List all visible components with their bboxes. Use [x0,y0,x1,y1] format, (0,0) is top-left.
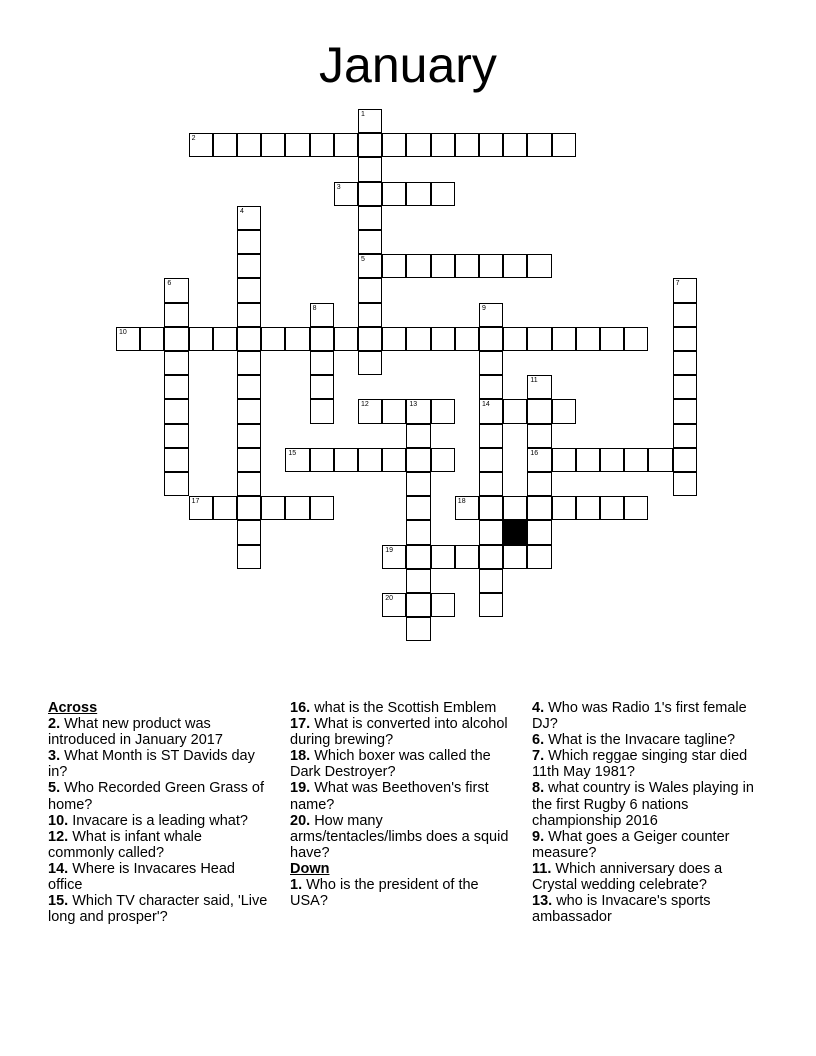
clue-down-9: 9. What goes a Geiger counter measure? [532,828,730,861]
grid-cell[interactable] [358,133,382,157]
grid-cell[interactable] [455,254,479,278]
clue-down-4: 4. Who was Radio 1's first female DJ? [532,700,747,733]
grid-cell[interactable] [673,472,697,496]
grid-cell[interactable] [189,133,213,157]
grid-cell[interactable] [261,327,285,351]
clue-down-8: 8. what country is Wales playing in the first Rugby 6 nations championship 2016 [532,780,754,829]
clue-across-20: 20. How many arms/tentacles/limbs does a squid have? [290,812,509,861]
grid-cell[interactable] [673,327,697,351]
grid-cell[interactable] [189,496,213,520]
grid-cell[interactable] [358,230,382,254]
clues-column-1 [48,700,270,925]
grid-cell[interactable] [673,278,697,302]
grid-cell[interactable] [431,399,455,423]
clue-across-12: 12. What is infant whale commonly called? [48,828,202,861]
grid-cell[interactable] [455,545,479,569]
grid-cell[interactable] [406,569,430,593]
grid-cell[interactable] [600,327,624,351]
grid-cell[interactable] [358,182,382,206]
clue-number: 14 [482,401,490,409]
clue-across-17: 17. What is converted into alcohol during brewing? [290,716,508,749]
grid-cell[interactable] [334,133,358,157]
clue-across-16: 16. what is the Scottish Emblem [290,700,497,716]
grid-cell[interactable] [479,496,503,520]
grid-cell[interactable] [237,545,261,569]
grid-cell[interactable] [237,230,261,254]
grid-cell[interactable] [673,351,697,375]
grid-cell[interactable] [285,496,309,520]
grid-cell[interactable] [382,448,406,472]
grid-cell[interactable] [261,133,285,157]
grid-cell[interactable] [503,496,527,520]
grid-cell[interactable] [189,327,213,351]
grid-cell[interactable] [431,593,455,617]
clue-across-19: 19. What was Beethoven's first name? [290,780,489,813]
clue-number: 8 [312,304,317,312]
grid-cell[interactable] [503,254,527,278]
grid-cell[interactable] [624,448,648,472]
grid-cell[interactable] [431,182,455,206]
grid-cell[interactable] [527,399,551,423]
clue-across-5: 5. Who Recorded Green Grass of home? [48,780,264,813]
clue-down-11: 11. Which anniversary does a Crystal wedding celebrate? [532,860,723,894]
grid-cell[interactable] [237,424,261,448]
grid-cell[interactable] [237,375,261,399]
grid-cell[interactable] [358,399,382,423]
grid-cell[interactable] [479,472,503,496]
grid-cell[interactable] [164,278,188,302]
grid-cell[interactable] [406,254,430,278]
clue-number: 16 [530,449,539,457]
grid-cell[interactable] [382,593,406,617]
grid-cell[interactable] [334,182,358,206]
grid-cell[interactable] [406,496,430,520]
grid-cell[interactable] [624,496,648,520]
grid-cell[interactable] [576,327,600,351]
grid-cell[interactable] [358,303,382,327]
grid-cell[interactable] [503,545,527,569]
grid-cell[interactable] [358,254,382,278]
grid-cell[interactable] [358,109,382,133]
grid-cell[interactable] [431,133,455,157]
grid-cell[interactable] [552,133,576,157]
clue-number: 6 [167,280,172,288]
grid-cell[interactable] [479,520,503,544]
grid-cell[interactable] [406,399,430,423]
grid-cell[interactable] [576,496,600,520]
clue-number: 3 [336,183,341,191]
grid-cell[interactable] [673,424,697,448]
clue-number: 20 [385,595,393,602]
across-heading: Across [48,700,98,716]
clue-down-6: 6. What is the Invacare tagline? [532,732,736,749]
grid-cell[interactable] [261,496,285,520]
grid-cell[interactable] [673,375,697,399]
grid-cell[interactable] [406,327,430,351]
down-heading: Down [290,860,330,877]
grid-cell[interactable] [310,133,334,157]
grid-cell[interactable] [213,327,237,351]
grid-cell[interactable] [140,327,164,351]
clue-number: 12 [361,401,369,409]
grid-cell[interactable] [237,520,261,544]
grid-cell[interactable] [552,496,576,520]
grid-cell[interactable] [164,303,188,327]
grid-cell[interactable] [164,375,188,399]
grid-cell[interactable] [527,424,551,448]
grid-cell[interactable] [164,399,188,423]
clue-number: 10 [119,328,127,336]
grid-cell[interactable] [358,327,382,351]
grid-cell[interactable] [600,448,624,472]
clue-number: 2 [191,135,196,143]
grid-cell[interactable] [503,327,527,351]
grid-cell[interactable] [527,472,551,496]
grid-cell[interactable] [479,399,503,423]
grid-cell[interactable] [479,303,503,327]
grid-cell[interactable] [358,206,382,230]
grid-cell[interactable] [406,545,430,569]
grid-cell[interactable] [527,448,551,472]
grid-cell[interactable] [285,133,309,157]
grid-cell[interactable] [527,133,551,157]
grid-cell[interactable] [237,278,261,302]
grid-cell[interactable] [479,545,503,569]
clue-down-1: 1. Who is the president of the USA? [290,877,479,910]
clue-across-10: 10. Invacare is a leading what? [48,812,248,829]
grid-cell[interactable] [382,399,406,423]
grid-cell[interactable] [673,399,697,423]
grid-cell[interactable] [310,303,334,327]
clues-column-3 [532,700,754,925]
grid-cell[interactable] [479,375,503,399]
grid-cell[interactable] [527,496,551,520]
grid-cell[interactable] [479,327,503,351]
grid-cell[interactable] [358,157,382,181]
grid-cell[interactable] [164,472,188,496]
grid-cell[interactable] [213,133,237,157]
grid-cell[interactable] [406,520,430,544]
grid-cell[interactable] [406,593,430,617]
grid-cell[interactable] [527,254,551,278]
grid-cell[interactable] [455,133,479,157]
grid-cell[interactable] [237,472,261,496]
grid-cell[interactable] [285,327,309,351]
grid-cell[interactable] [310,327,334,351]
grid-cell[interactable] [310,375,334,399]
grid-cell[interactable] [479,569,503,593]
grid-cell[interactable] [673,448,697,472]
grid-cell[interactable] [406,617,430,641]
clue-number: 17 [191,498,200,506]
grid-cell[interactable] [310,351,334,375]
grid-cell[interactable] [237,206,261,230]
clue-across-3: 3. What Month is ST Davids day in? [48,748,255,781]
grid-cell[interactable] [552,399,576,423]
grid-cell[interactable] [237,496,261,520]
grid-cell[interactable] [479,448,503,472]
grid-cell[interactable] [237,448,261,472]
grid-cell[interactable] [406,472,430,496]
grid-cell[interactable] [382,545,406,569]
grid-cell[interactable] [382,133,406,157]
clue-across-15: 15. Which TV character said, 'Live long and prosper'? [48,893,268,926]
grid-cell[interactable] [382,327,406,351]
clue-across-18: 18. Which boxer was called the Dark Destroyer? [290,748,491,781]
grid-cell[interactable] [455,496,479,520]
grid-cell[interactable] [479,133,503,157]
grid-cell[interactable] [382,254,406,278]
grid-cell[interactable] [503,399,527,423]
grid-cell[interactable] [358,448,382,472]
grid-cell[interactable] [406,182,430,206]
grid-cell[interactable] [237,133,261,157]
clue-across-14: 14. Where is Invacares Head office [48,860,235,894]
clues-column-2 [290,700,512,909]
clue-number: 19 [385,546,393,554]
grid-cell[interactable] [503,133,527,157]
clue-across-2: 2. What new product was introduced in January 2017 [48,716,223,749]
clue-number: 5 [361,256,365,264]
grid-cell[interactable] [116,327,140,351]
clue-number: 1 [361,111,365,118]
grid-cell[interactable] [431,448,455,472]
clue-number: 18 [457,498,466,506]
clue-number: 7 [675,280,680,288]
grid-cell[interactable] [406,448,430,472]
grid-cell[interactable] [237,327,261,351]
grid-cell[interactable] [673,303,697,327]
grid-cell[interactable] [358,351,382,375]
grid-cell[interactable] [576,448,600,472]
grid-cell[interactable] [431,545,455,569]
grid-cell[interactable] [479,351,503,375]
grid-cell[interactable] [624,327,648,351]
grid-cell[interactable] [164,351,188,375]
grid-cell[interactable] [600,496,624,520]
grid-cell[interactable] [648,448,672,472]
grid-cell[interactable] [479,254,503,278]
clue-number: 4 [240,207,244,215]
grid-block [503,520,527,544]
clue-number: 11 [530,377,538,385]
grid-cell[interactable] [455,327,479,351]
clue-down-7: 7. Which reggae singing star died 11th May 1981? [532,748,748,781]
grid-cell[interactable] [164,327,188,351]
grid-cell[interactable] [431,327,455,351]
grid-cell[interactable] [552,448,576,472]
grid-cell[interactable] [310,448,334,472]
clue-number: 13 [409,401,418,409]
grid-cell[interactable] [237,351,261,375]
grid-cell[interactable] [237,399,261,423]
grid-cell[interactable] [334,327,358,351]
grid-cell[interactable] [164,448,188,472]
grid-cell[interactable] [310,496,334,520]
grid-cell[interactable] [382,182,406,206]
clue-number: 15 [288,449,297,457]
grid-cell[interactable] [334,448,358,472]
puzzle-title: January [319,37,497,93]
grid-cell[interactable] [527,327,551,351]
grid-cell[interactable] [358,278,382,302]
grid-cell[interactable] [213,496,237,520]
grid-cell[interactable] [310,399,334,423]
grid-cell[interactable] [285,448,309,472]
grid-cell[interactable] [431,254,455,278]
grid-cell[interactable] [164,424,188,448]
clue-down-13: 13. who is Invacare's sports ambassador [532,893,711,926]
grid-cell[interactable] [406,133,430,157]
grid-cell[interactable] [527,375,551,399]
grid-cell[interactable] [527,520,551,544]
clue-number: 9 [482,304,486,312]
grid-cell[interactable] [527,545,551,569]
grid-cell[interactable] [237,303,261,327]
grid-cell[interactable] [552,327,576,351]
grid-cell[interactable] [479,424,503,448]
grid-cell[interactable] [237,254,261,278]
grid-cell[interactable] [406,424,430,448]
grid-cell[interactable] [479,593,503,617]
